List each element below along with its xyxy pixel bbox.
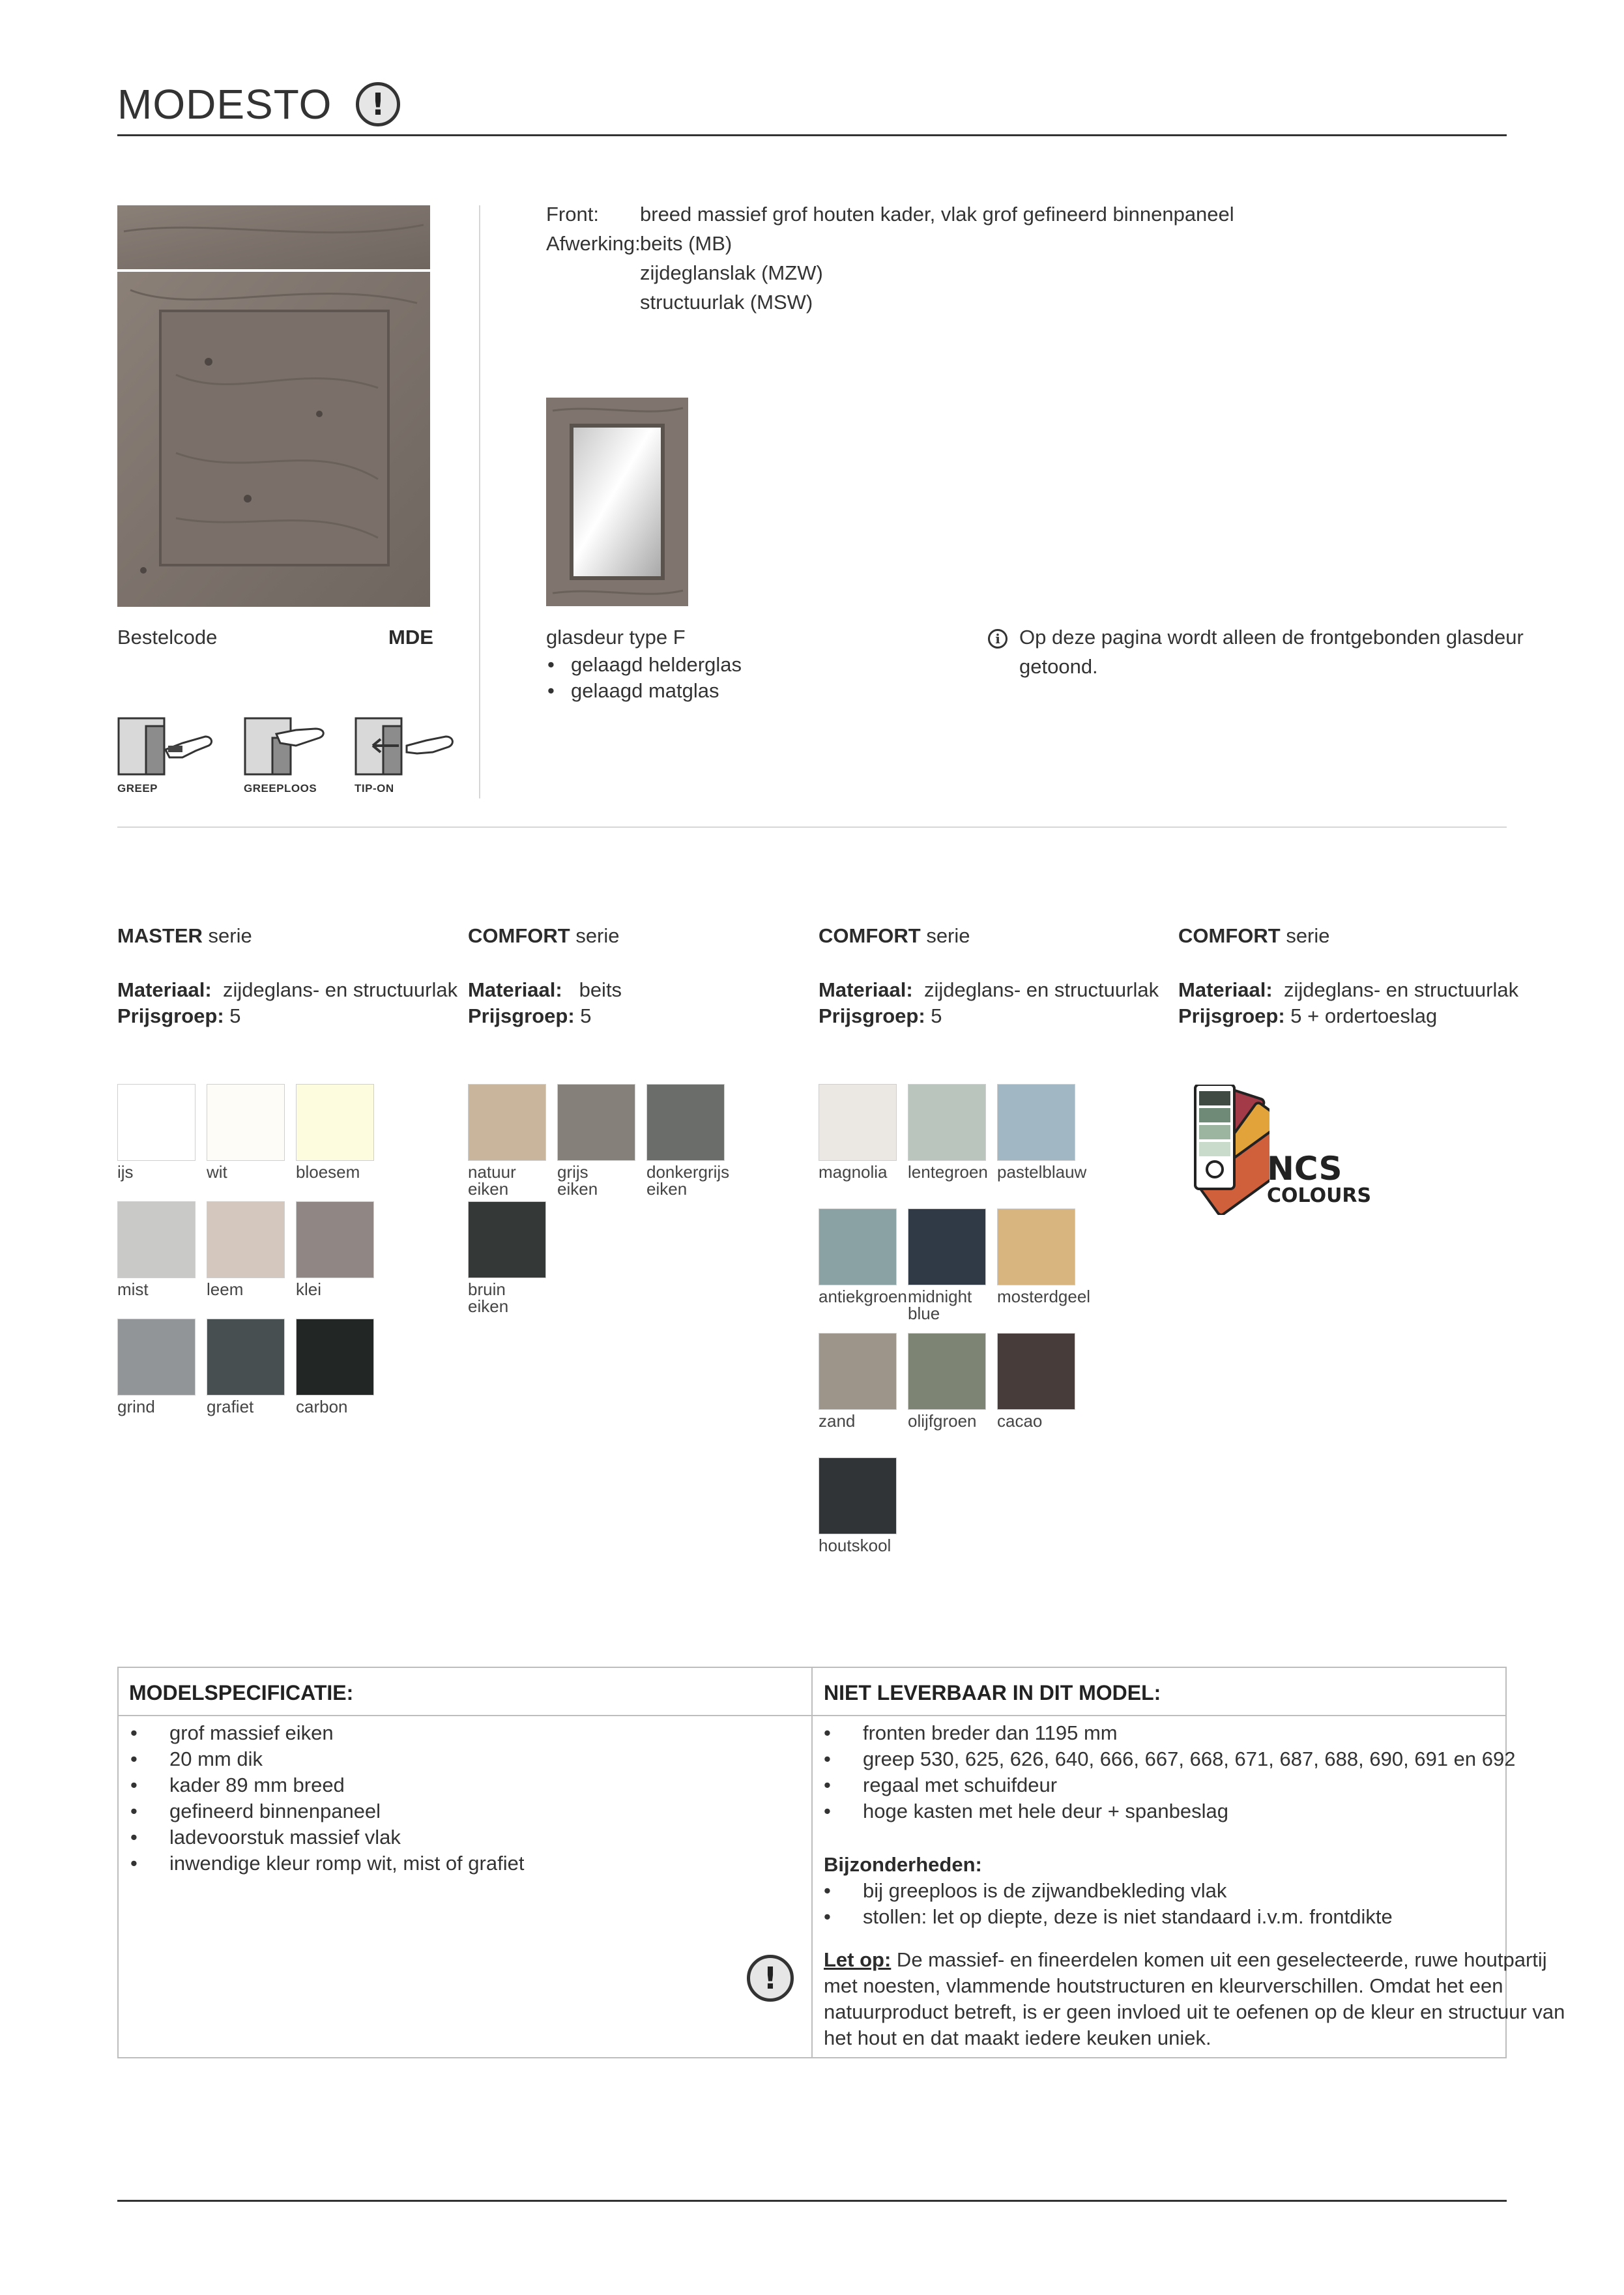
- greeploos-icon: [244, 717, 341, 776]
- list-item: • bij greeploos is de zijwandbekleding vlak: [812, 1878, 1393, 1904]
- series-title-comfort-ncs: COMFORT serie: [1178, 924, 1330, 947]
- swatch-item: [997, 1333, 1075, 1429]
- list-item: • regaal met schuifdeur: [812, 1772, 1515, 1798]
- finish-label: Afwerking:: [546, 232, 641, 255]
- series-material: Materiaal: beits: [468, 978, 622, 1001]
- swatch-item: [296, 1201, 374, 1298]
- swatch-label: pastelblauw: [997, 1162, 1087, 1182]
- color-swatch: [646, 1084, 725, 1161]
- color-swatch: [296, 1201, 374, 1278]
- special-title: Bijzonderheden:: [824, 1853, 982, 1876]
- note-label: Let op:: [824, 1948, 892, 1971]
- color-swatch: [468, 1201, 546, 1278]
- swatch-label: midnight: [908, 1287, 972, 1306]
- greep-icon: [117, 717, 215, 776]
- swatch-item: [117, 1201, 196, 1298]
- color-swatch: [117, 1319, 196, 1396]
- swatch-item: [908, 1208, 986, 1322]
- warning-icon: !: [356, 82, 400, 126]
- front-value: breed massief grof houten kader, vlak grof gefineerd binnenpaneel: [640, 203, 1234, 226]
- series-price: Prijsgroep: 5 + ordertoeslag: [1178, 1004, 1438, 1027]
- finish-item: beits (MB): [640, 232, 732, 255]
- series-title-comfort-lak: COMFORT serie: [819, 924, 970, 947]
- swatch-item: [207, 1319, 285, 1415]
- spec-left-header: MODELSPECIFICATIE:: [129, 1681, 354, 1704]
- swatch-item: [997, 1208, 1090, 1305]
- color-swatch: [819, 1208, 897, 1285]
- info-note: Op deze pagina wordt alleen de frontgebonden glasdeur: [1019, 626, 1524, 649]
- swatch-label: mosterdgeel: [997, 1287, 1091, 1306]
- series-price: Prijsgroep: 5: [468, 1004, 592, 1027]
- color-swatch: [557, 1084, 635, 1161]
- series-title-comfort-beits: COMFORT serie: [468, 924, 620, 947]
- greep-label: GREEP: [117, 782, 158, 795]
- glass-title: glasdeur type F: [546, 626, 686, 649]
- special-list: [812, 1878, 1393, 1930]
- swatch-label: wit: [207, 1162, 227, 1182]
- swatch-label: carbon: [296, 1397, 348, 1416]
- color-swatch: [207, 1319, 285, 1396]
- color-swatch: [997, 1208, 1075, 1285]
- color-swatch: [207, 1084, 285, 1161]
- swatch-label: grijs: [557, 1162, 588, 1182]
- swatch-item: [296, 1084, 374, 1180]
- swatch-item: [296, 1319, 374, 1415]
- series-material: Materiaal: zijdeglans- en structuurlak: [117, 978, 458, 1001]
- list-item: • stollen: let op diepte, deze is niet standaard i.v.m. frontdikte: [812, 1904, 1393, 1930]
- swatch-item: [819, 1208, 907, 1305]
- swatch-label: klei: [296, 1279, 322, 1299]
- series-material: Materiaal: zijdeglans- en structuurlak: [1178, 978, 1519, 1001]
- swatch-item: [908, 1084, 988, 1180]
- order-code-label: Bestelcode: [117, 626, 218, 649]
- swatch-item: [819, 1084, 897, 1180]
- finish-item: structuurlak (MSW): [640, 291, 813, 314]
- swatch-label: donkergrijs: [646, 1162, 730, 1182]
- swatch-label: antiekgroen: [819, 1287, 907, 1306]
- warning-icon: !: [747, 1955, 794, 2002]
- ncs-colours-text: COLOURS: [1267, 1184, 1372, 1207]
- swatch-label: cacao: [997, 1411, 1043, 1431]
- finish-item: zijdeglanslak (MZW): [640, 261, 823, 284]
- swatch-label: eiken: [468, 1179, 509, 1199]
- glass-options: [546, 652, 742, 704]
- series-price: Prijsgroep: 5: [117, 1004, 241, 1027]
- swatch-item: [997, 1084, 1086, 1180]
- swatch-label: grafiet: [207, 1397, 254, 1416]
- swatch-label: bloesem: [296, 1162, 360, 1182]
- color-swatch: [819, 1084, 897, 1161]
- color-swatch: [207, 1201, 285, 1278]
- swatch-label: magnolia: [819, 1162, 888, 1182]
- swatch-item: [557, 1084, 635, 1197]
- swatch-label: ijs: [117, 1162, 134, 1182]
- swatch-item: [646, 1084, 729, 1197]
- list-item: • hoge kasten met hele deur + spanbeslag: [812, 1798, 1515, 1824]
- swatch-label: houtskool: [819, 1536, 892, 1555]
- spec-right-list: [812, 1720, 1515, 1824]
- swatch-label: eiken: [646, 1179, 688, 1199]
- door-image: [117, 205, 430, 607]
- spec-table: [117, 1667, 1565, 2058]
- list-item: • gelaagd matglas: [546, 678, 742, 704]
- swatch-label: olijfgroen: [908, 1411, 977, 1431]
- order-code: MDE: [388, 626, 433, 649]
- swatch-item: [819, 1457, 897, 1554]
- swatch-item: [819, 1333, 897, 1429]
- greeploos-label: GREEPLOOS: [244, 782, 317, 795]
- swatch-label: natuur: [468, 1162, 516, 1182]
- ncs-colours-logo: [1178, 1085, 1372, 1215]
- swatch-item: [117, 1319, 196, 1415]
- series-price: Prijsgroep: 5: [819, 1004, 942, 1027]
- swatch-item: [468, 1084, 546, 1197]
- swatch-label: eiken: [557, 1179, 598, 1199]
- spec-right-header: NIET LEVERBAAR IN DIT MODEL:: [824, 1681, 1161, 1704]
- color-swatch: [997, 1333, 1075, 1410]
- swatch-label: zand: [819, 1411, 856, 1431]
- swatch-item: [207, 1201, 285, 1298]
- color-swatch: [468, 1084, 546, 1161]
- swatch-label: eiken: [468, 1296, 509, 1316]
- page-title: MODESTO: [117, 81, 332, 128]
- list-item: • 20 mm dik: [119, 1746, 524, 1772]
- series-material: Materiaal: zijdeglans- en structuurlak: [819, 978, 1159, 1001]
- swatch-label: grind: [117, 1397, 155, 1416]
- color-swatch: [908, 1084, 986, 1161]
- glass-door-image: [546, 398, 688, 606]
- color-swatch: [908, 1333, 986, 1410]
- color-swatch: [117, 1084, 196, 1161]
- color-swatch: [117, 1201, 196, 1278]
- swatch-item: [908, 1333, 986, 1429]
- section-divider: [117, 826, 1507, 828]
- spec-left-list: [119, 1720, 524, 1877]
- front-label: Front:: [546, 203, 599, 226]
- swatch-label: leem: [207, 1279, 244, 1299]
- swatch-label: lentegroen: [908, 1162, 988, 1182]
- list-item: • gefineerd binnenpaneel: [119, 1798, 524, 1824]
- note-text: Let op: De massief- en fineerdelen komen uit een geselecteerde, ruwe houtpartij met noesten, vlammende houtstructuren en kleurverschillen. Omdat het een natuurproduct betreft, is er geen invloed uit te oefenen op de kleur en structuur van het hout en dat maakt iedere keuken uniek.: [824, 1948, 1565, 2049]
- series-title-master: MASTER serie: [117, 924, 252, 947]
- swatch-item: [468, 1201, 546, 1315]
- color-swatch: [997, 1084, 1075, 1161]
- swatch-label: mist: [117, 1279, 149, 1299]
- swatch-item: [117, 1084, 196, 1180]
- color-swatch: [908, 1208, 986, 1285]
- list-item: • ladevoorstuk massief vlak: [119, 1824, 524, 1850]
- vertical-divider: [479, 205, 480, 798]
- color-swatch: [819, 1333, 897, 1410]
- header-divider: [117, 134, 1507, 136]
- swatch-label: bruin: [468, 1279, 506, 1299]
- list-item: • kader 89 mm breed: [119, 1772, 524, 1798]
- ncs-text: NCS: [1267, 1150, 1342, 1188]
- swatch-item: [207, 1084, 285, 1180]
- info-icon: i: [988, 629, 1008, 649]
- list-item: • inwendige kleur romp wit, mist of grafiet: [119, 1850, 524, 1877]
- swatch-label: blue: [908, 1304, 940, 1323]
- tip-on-icon: [355, 717, 456, 776]
- list-item: • fronten breder dan 1195 mm: [812, 1720, 1515, 1746]
- list-item: • gelaagd helderglas: [546, 652, 742, 678]
- list-item: • greep 530, 625, 626, 640, 666, 667, 668, 671, 687, 688, 690, 691 en 692: [812, 1746, 1515, 1772]
- color-swatch: [296, 1084, 374, 1161]
- color-swatch: [819, 1457, 897, 1534]
- info-note: getoond.: [1019, 655, 1098, 678]
- color-swatch: [296, 1319, 374, 1396]
- tip-on-label: TIP-ON: [355, 782, 394, 795]
- list-item: • grof massief eiken: [119, 1720, 524, 1746]
- footer-divider: [117, 2200, 1507, 2202]
